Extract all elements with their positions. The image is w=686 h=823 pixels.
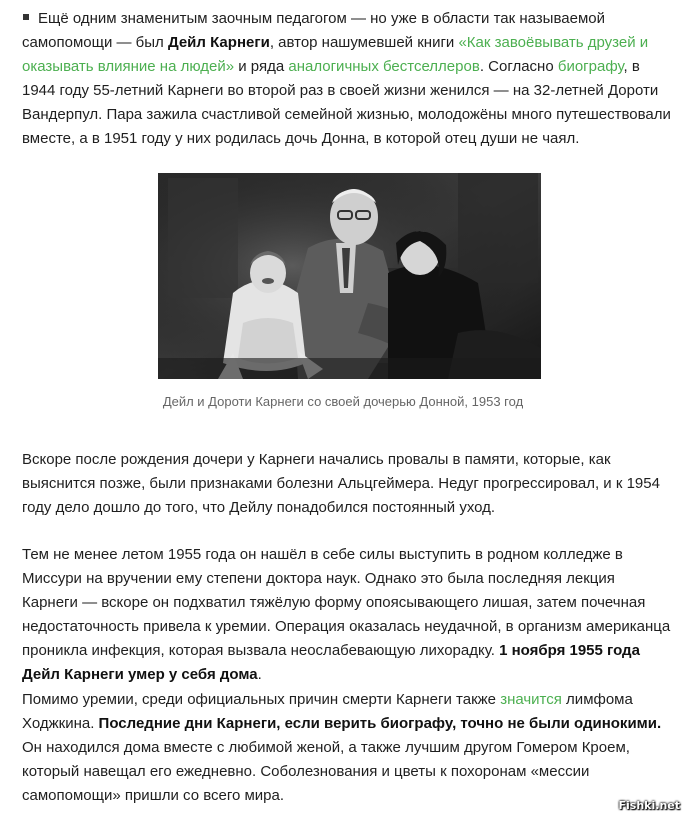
bold-last-days: Последние дни Карнеги, если верить биографу, точно не были одинокими. [98, 715, 662, 732]
text: . Согласно [479, 58, 558, 75]
paragraph-intro [22, 7, 674, 151]
bestsellers-link[interactable]: аналогичных бестселлеров [288, 58, 480, 75]
bold-death-date: 1 ноября 1955 года Дейл Карнеги умер у себя дома [22, 642, 640, 683]
text: лимфома Ходжкина. [22, 691, 633, 732]
text: и ряда [234, 58, 289, 75]
book-link[interactable]: «Как завоёвывать друзей и оказывать влияние на людей» [22, 34, 649, 75]
photo-caption: Дейл и Дороти Карнеги со своей дочерью Донной, 1953 год [162, 394, 524, 409]
bold-name: Дейл Карнеги [167, 34, 270, 51]
text: . [257, 666, 262, 683]
family-photo [158, 173, 541, 379]
text: Он находился дома вместе с любимой женой, а также лучшим другом Гомером Кроем, который навещал его ежедневно. Соболезнования и цветы к похоронам «мессии самопомощи» пришли со всего мира. [22, 739, 630, 804]
watermark: Fishki.net [618, 799, 680, 812]
bullet-icon [23, 14, 29, 20]
paragraph-last-lecture [22, 543, 674, 687]
paragraph-memory: Вскоре после рождения дочери у Карнеги начались провалы в памяти, которые, как выяснится позже, были признаками болезни Альцгеймера. Недуг прогрессировал, и к 1954 году дело дошло до того, что Дейлу понадобился постоянный уход. [22, 451, 660, 516]
paragraph-causes [22, 688, 674, 808]
text: Помимо уремии, среди официальных причин смерти Карнеги также [22, 691, 501, 708]
source-link[interactable]: значится [500, 691, 562, 708]
text: , автор нашумевшей книги [269, 34, 459, 51]
biographer-link[interactable]: биографу [557, 58, 624, 75]
text: , в 1944 году 55-летний Карнеги во второй раз в своей жизни женился — на 32-летней Дороти Вандерпул. Пара зажила счастливой семейной жизнью, молодожёны много путешествовали вместе, а в 1951 году у них родилась дочь Донна, в которой отец души не чаял. [22, 58, 671, 147]
text: Тем не менее летом 1955 года он нашёл в себе силы выступить в родном колледже в Миссури на вручении ему степени доктора наук. Однако это была последняя лекция Карнеги — вскоре он подхватил тяжёлую форму опоясывающего лишая, затем почечная недостаточность привела к уремии. Операция оказалась неудачной, в организм американца проникла инфекция, которая вызвала неослабевающую лихорадку. [22, 546, 671, 659]
photo-image [158, 173, 541, 379]
text: Ещё одним знаменитым заочным педагогом — но уже в области так называемой самопомощи — был [22, 10, 605, 51]
